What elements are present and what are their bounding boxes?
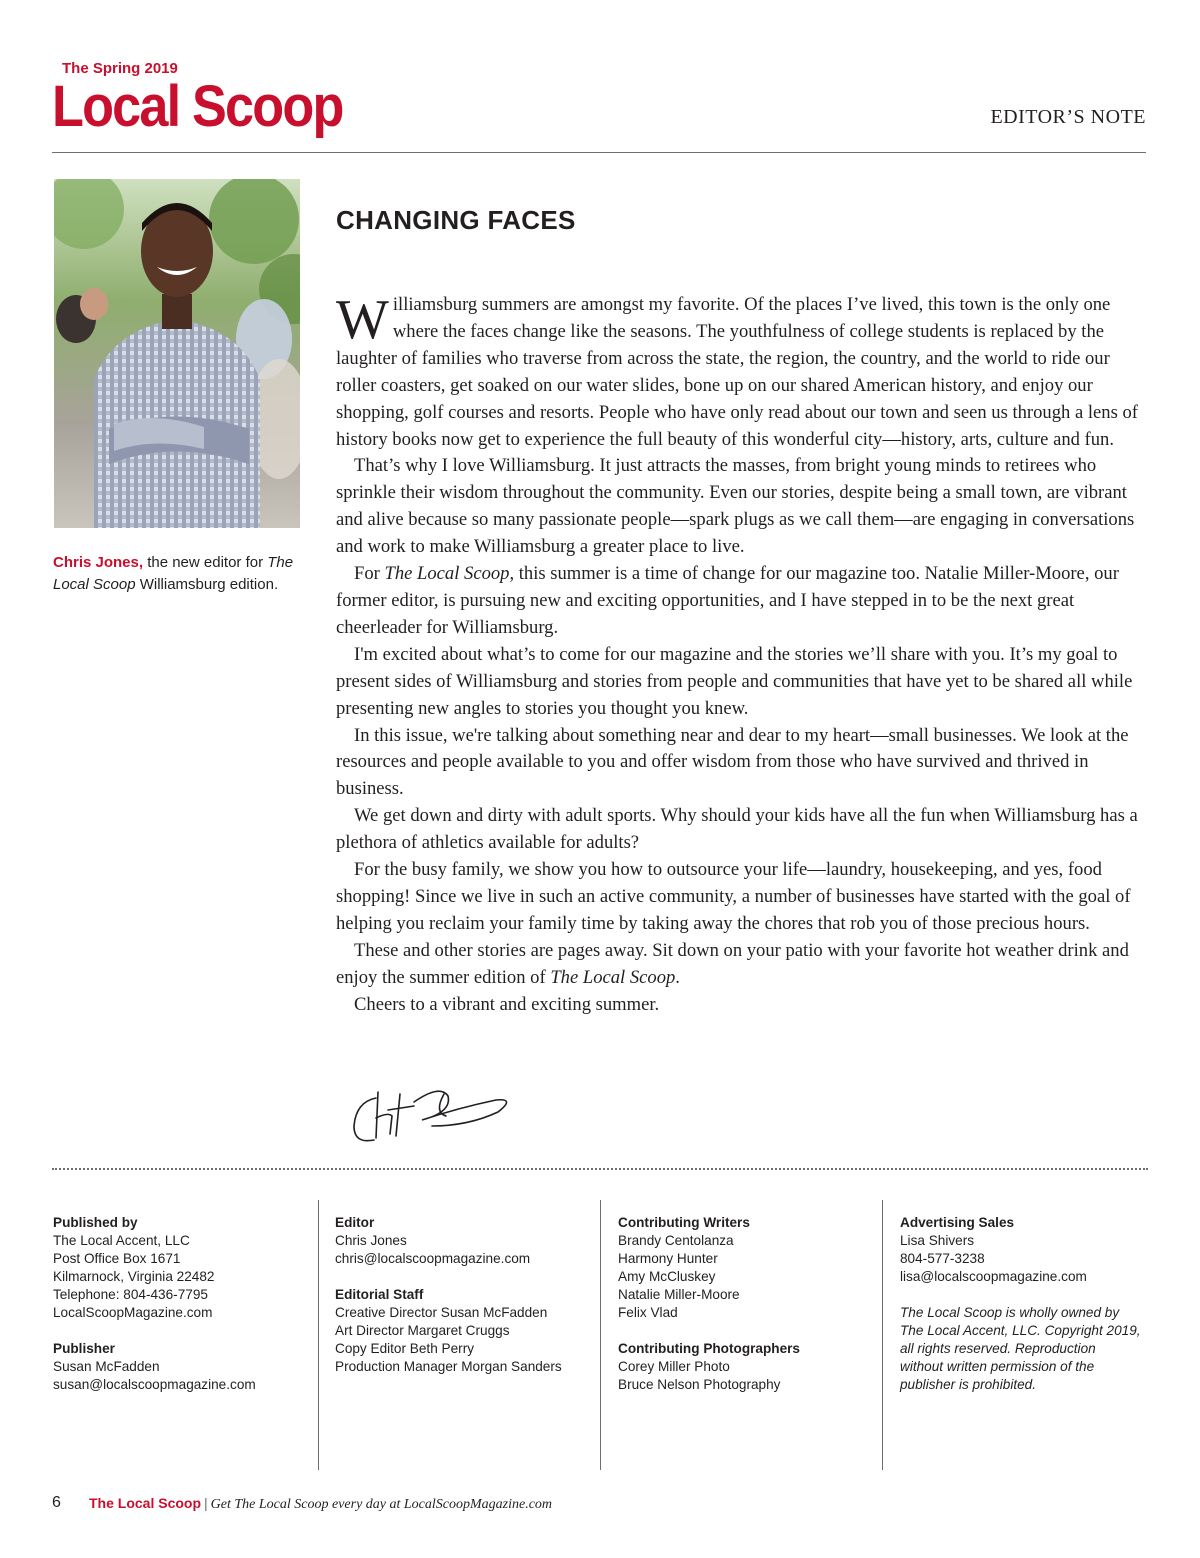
credit-line: Lisa Shivers (900, 1233, 975, 1248)
credit-line: The Local Accent, LLC (53, 1233, 190, 1248)
footer-brand: The Local Scoop (89, 1495, 202, 1511)
caption-name: Chris Jones, (53, 554, 144, 571)
caption-publication: The Local Scoop (53, 554, 294, 593)
footer-tagline: Get The Local Scoop every day at LocalScoopMagazine.com (210, 1497, 553, 1512)
credit-line: Kilmarnock, Virginia 22482 (53, 1269, 215, 1284)
contributing-writers-heading: Contributing Writers (618, 1215, 750, 1230)
credit-line: Art Director Margaret Cruggs (335, 1323, 510, 1338)
credits-column-1 (53, 1214, 313, 1394)
credit-line: Amy McCluskey (618, 1269, 716, 1284)
ownership-line: without written permission of the (900, 1359, 1095, 1374)
drop-cap: W (336, 289, 389, 351)
ownership-line: The Local Scoop is wholly owned by (900, 1305, 1120, 1320)
paragraph: We get down and dirty with adult sports. Why should your kids have all the fun when Williamsburg has a plethora of athletics available for adults? (336, 805, 1138, 854)
credit-line: Production Manager Morgan Sanders (335, 1359, 562, 1374)
article-body (336, 289, 1148, 1018)
credit-line: lisa@localscoopmagazine.com (900, 1269, 1087, 1284)
credit-line: Corey Miller Photo (618, 1359, 730, 1374)
paragraph: These and other stories are pages away. Sit down on your patio with your favorite hot weather drink and enjoy the summer edition of The Local Scoop. (336, 939, 1129, 988)
credit-line: susan@localscoopmagazine.com (53, 1377, 256, 1392)
issue-label: The Spring 2019 (62, 60, 178, 77)
credit-line: Natalie Miller-Moore (618, 1287, 740, 1302)
published-by-heading: Published by (53, 1215, 138, 1230)
ownership-line: The Local Accent, LLC. Copyright 2019, (900, 1323, 1141, 1338)
caption-text: the new editor for (143, 554, 268, 571)
photo-caption (53, 552, 303, 596)
footer-separator: | (204, 1495, 208, 1511)
column-divider (882, 1200, 883, 1470)
section-label: EDITOR’S NOTE (990, 106, 1146, 128)
credit-line: Brandy Centolanza (618, 1233, 734, 1248)
page-number: 6 (52, 1494, 61, 1511)
credit-line: Post Office Box 1671 (53, 1251, 181, 1266)
credit-line: Felix Vlad (618, 1305, 678, 1320)
paragraph: I'm excited about what’s to come for our magazine and the stories we’ll share with you. It’s my goal to present sides of Williamsburg and stories from people and communities that have yet to be shared all while presenting new angles to stories you thought you knew. (336, 643, 1133, 719)
contributing-photographers-heading: Contributing Photographers (618, 1341, 800, 1356)
ownership-line: all rights reserved. Reproduction (900, 1341, 1096, 1356)
caption-text-2: Williamsburg edition. (135, 576, 279, 593)
page-footer (89, 1495, 552, 1513)
credit-line: Telephone: 804-436-7795 (53, 1287, 208, 1302)
credit-line: LocalScoopMagazine.com (53, 1305, 213, 1320)
credits-column-4 (900, 1214, 1160, 1394)
credits-column-3 (618, 1214, 878, 1394)
editor-heading: Editor (335, 1215, 375, 1230)
paragraph: That’s why I love Williamsburg. It just attracts the masses, from bright young minds to retirees who sprinkle their wisdom throughout the community. Even our stories, despite being a small town, are vibrant and alive because so many passionate people—spark plugs as we call them—are engaging in conversations and work to make Williamsburg a greater place to live. (336, 455, 1135, 558)
paragraph: For the busy family, we show you how to outsource your life—laundry, housekeeping, and yes, food shopping! Since we live in such an active community, a number of businesses have started with the goal of helping you reclaim your family time by taking away the chores that rob you of those precious hours. (336, 859, 1131, 934)
paragraph: Williamsburg summers are amongst my favorite. Of the places I’ve lived, this town is the only one where the faces change like the seasons. The youthfulness of college students is replaced by the laughter of families who traverse from across the state, the region, the country, and the world to ride our roller coasters, get soaked on our water slides, bone up on our shared American history, and enjoy our shopping, golf courses and resorts. People who have only read about our town and seen us through a lens of history books now get to experience the full beauty of this wonderful city—history, arts, culture and fun. (336, 289, 1138, 450)
magazine-logo: Local Scoop (52, 74, 343, 139)
paragraph: Cheers to a vibrant and exciting summer. (354, 993, 660, 1015)
column-divider (318, 1200, 319, 1470)
credit-line: Harmony Hunter (618, 1251, 718, 1266)
publisher-heading: Publisher (53, 1341, 115, 1356)
credits-column-2 (335, 1214, 595, 1376)
header-divider (52, 152, 1146, 153)
editor-signature (348, 1082, 518, 1152)
credit-line: Creative Director Susan McFadden (335, 1305, 548, 1320)
paragraph: For The Local Scoop, this summer is a time of change for our magazine too. Natalie Miller-Moore, our former editor, is pursuing new and exciting opportunities, and I have stepped in to be the next great cheerleader for Williamsburg. (336, 563, 1119, 638)
editorial-staff-heading: Editorial Staff (335, 1287, 424, 1302)
credit-line: chris@localscoopmagazine.com (335, 1251, 531, 1266)
credit-line: Copy Editor Beth Perry (335, 1341, 475, 1356)
paragraph: In this issue, we're talking about something near and dear to my heart—small businesses. We look at the resources and people available to you and offer wisdom from those who have survived and thrived in business. (336, 724, 1129, 800)
article-headline: CHANGING FACES (336, 205, 576, 235)
credits-divider (52, 1168, 1148, 1170)
editor-photo (54, 179, 300, 528)
credit-line: Bruce Nelson Photography (618, 1377, 781, 1392)
credit-line: Susan McFadden (53, 1359, 160, 1374)
advertising-sales-heading: Advertising Sales (900, 1215, 1015, 1230)
column-divider (600, 1200, 601, 1470)
credit-line: Chris Jones (335, 1233, 407, 1248)
ownership-line: publisher is prohibited. (900, 1377, 1037, 1392)
credit-line: 804-577-3238 (900, 1251, 985, 1266)
